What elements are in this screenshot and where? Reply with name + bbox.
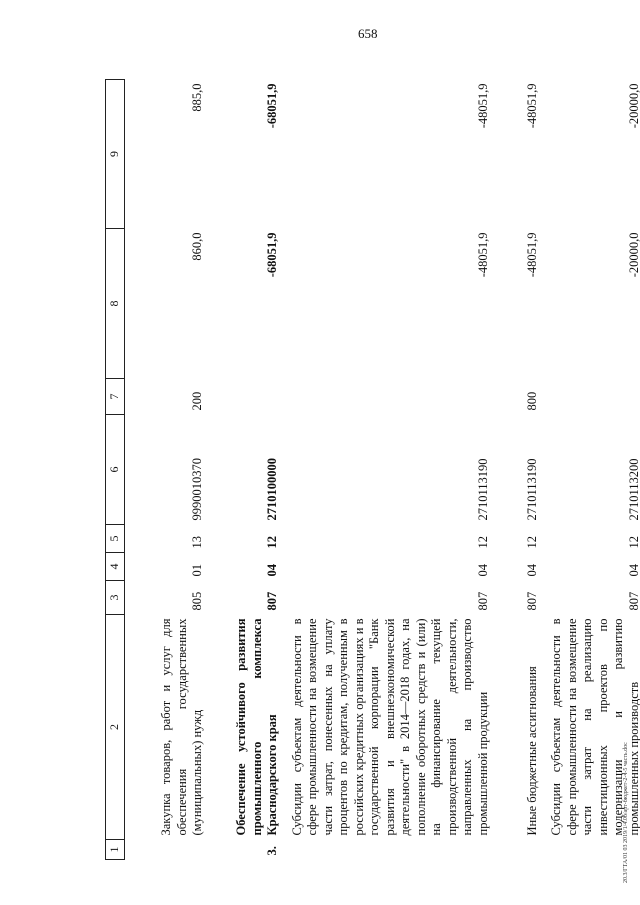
- cell-subsection: 13: [190, 536, 204, 549]
- row-number: [546, 840, 640, 860]
- cell-expense-type: 800: [524, 391, 539, 411]
- footer-filename: 20.3/ГТА/01 03 2019/1/4.0б/арт-бюджет-2-ч-5 часть.doc: [623, 742, 629, 883]
- cell-amount-2: -48051,9: [524, 83, 539, 129]
- row-name: Субсидии субъектам деятельности в сфере промышленности на возмещение части затрат на реализацию инвестиционных проектов по модернизации и развитию промышленных производств: [549, 618, 640, 836]
- table-row: [497, 80, 546, 860]
- cell-amount-2: 885,0: [190, 83, 204, 112]
- cell-amount-1: -20000,0: [626, 232, 640, 278]
- header-cell: 6: [106, 415, 125, 525]
- cell-target-article: 2710113190: [475, 458, 490, 521]
- cell-expense-type: [212, 379, 287, 415]
- row-name: Иные бюджетные ассигнования: [524, 666, 539, 836]
- cell-expense-type: [287, 379, 498, 415]
- cell-expense-type: [546, 379, 640, 415]
- cell-amount-2: -20000,0: [626, 83, 640, 129]
- cell-expense-type: 200: [190, 391, 204, 411]
- cell-amount-1: -48051,9: [524, 232, 539, 278]
- cell-section: 01: [190, 564, 204, 577]
- cell-ministry: 807: [626, 591, 640, 611]
- header-cell: 8: [106, 229, 125, 379]
- cell-ministry: 807: [524, 591, 539, 611]
- cell-ministry: 807: [475, 591, 490, 611]
- cell-subsection: 12: [524, 536, 539, 549]
- budget-table: [105, 79, 640, 860]
- header-cell: 7: [106, 379, 125, 415]
- cell-amount-2: -48051,9: [475, 83, 490, 129]
- row-name: Обеспечение устойчивого развития промышленного комплекса Краснодарского края: [234, 618, 279, 836]
- cell-target-article: 9990010370: [190, 458, 204, 521]
- cell-target-article: 2710113190: [524, 458, 539, 521]
- table-row: [212, 80, 287, 860]
- header-cell: 4: [106, 553, 125, 581]
- header-cell: 1: [106, 840, 125, 860]
- table-row: [546, 80, 640, 860]
- cell-target-article: 2710113200: [626, 458, 640, 521]
- cell-amount-1: 860,0: [190, 232, 204, 261]
- table-row: [124, 80, 212, 860]
- row-number: [287, 840, 498, 860]
- cell-subsection: 12: [626, 536, 640, 549]
- header-cell: 5: [106, 525, 125, 553]
- row-name: Закупка товаров, работ и услуг для обеспечения государственных (муниципальных) нужд: [159, 618, 204, 836]
- row-number: 3.: [265, 846, 279, 856]
- header-cell: 2: [106, 615, 125, 840]
- cell-amount-1: -68051,9: [265, 232, 279, 278]
- header-cell: 9: [106, 80, 125, 229]
- cell-ministry: 807: [265, 591, 279, 611]
- cell-subsection: 12: [475, 536, 490, 549]
- cell-subsection: 12: [265, 536, 279, 549]
- cell-section: 04: [475, 564, 490, 577]
- page-number: 658: [358, 26, 378, 41]
- table-row: [287, 80, 498, 860]
- cell-amount-1: -48051,9: [475, 232, 490, 278]
- cell-target-article: 2710100000: [265, 458, 279, 521]
- row-number: [124, 840, 212, 860]
- cell-section: 04: [524, 564, 539, 577]
- cell-section: 04: [626, 564, 640, 577]
- cell-section: 04: [265, 564, 279, 577]
- cell-amount-2: -68051,9: [265, 83, 279, 129]
- header-cell: 3: [106, 581, 125, 615]
- cell-ministry: 805: [190, 591, 204, 611]
- row-number: [497, 840, 546, 860]
- row-name: Субсидии субъектам деятельности в сфере промышленности на возмещение части затрат, понесенных на уплату процентов по кредитам, полученным в российских кредитных организациях и в государственной корпорации "Банк развития и внешнеэкономической деятельности" в 2014—2018 годах, на пополнение оборотных средств и (или) на финансирование текущей производственной деятельности, направленных на производство промышленной продукции: [289, 618, 490, 836]
- table-header-row: [106, 80, 125, 860]
